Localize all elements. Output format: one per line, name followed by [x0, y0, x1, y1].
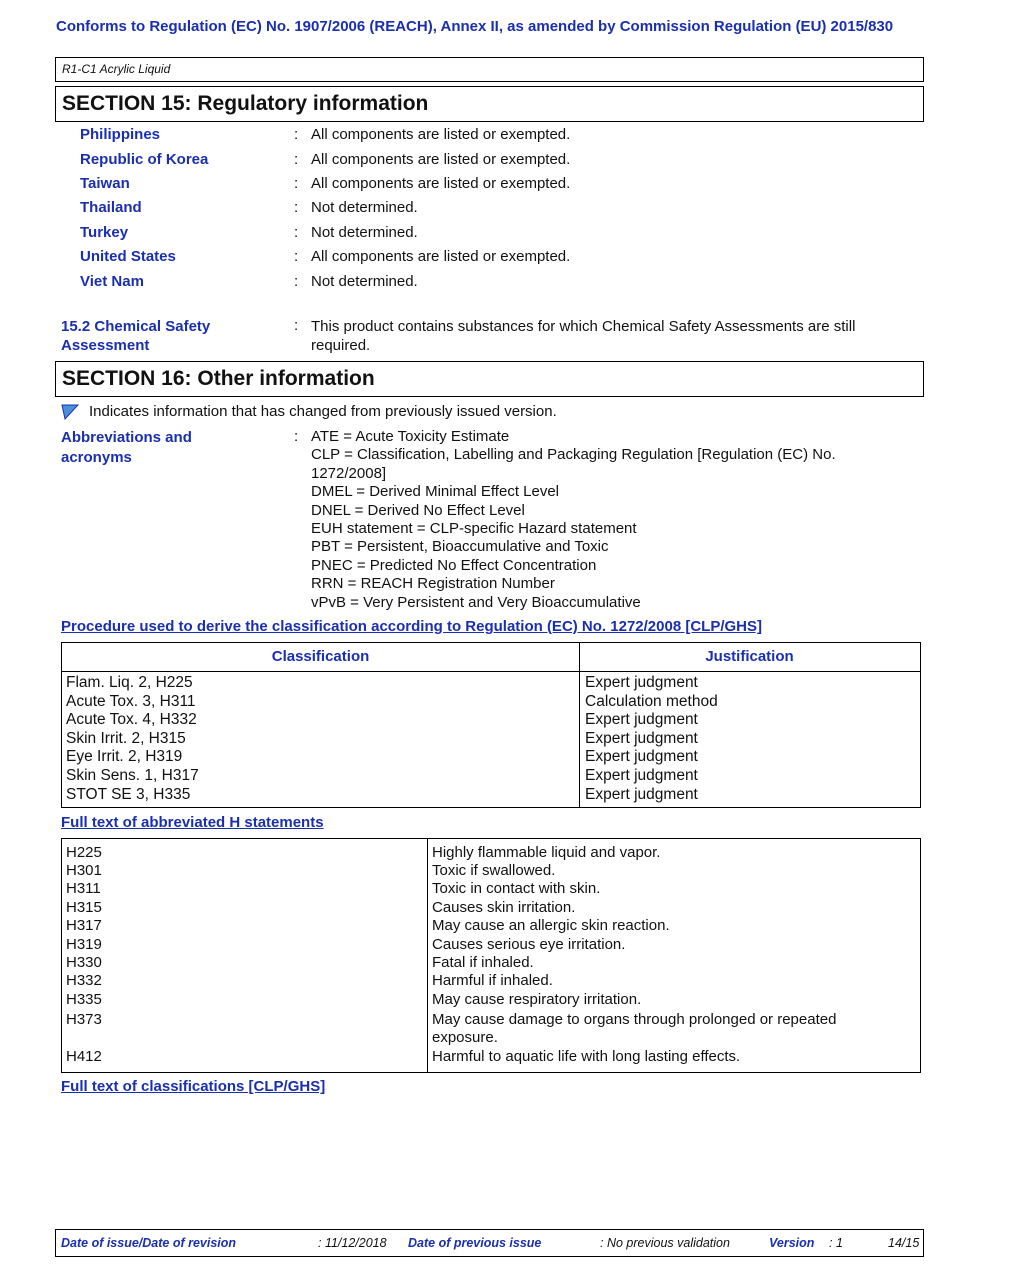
justification-cell: Expert judgment	[585, 748, 698, 766]
previous-issue-label: Date of previous issue	[408, 1236, 542, 1250]
classification-cell: Skin Sens. 1, H317	[66, 766, 199, 784]
justification-cell: Expert judgment	[585, 674, 698, 691]
h-text: Toxic if swallowed.	[432, 862, 556, 879]
colon: :	[294, 175, 299, 192]
h-statements-table	[61, 838, 921, 1073]
h-text: Harmful if inhaled.	[432, 972, 553, 989]
inventory-country: Turkey	[80, 224, 129, 241]
justification-cell: Calculation method	[585, 692, 718, 710]
inventory-country: Taiwan	[80, 175, 130, 192]
classification-table	[61, 642, 921, 808]
inventory-status: All components are listed or exempted.	[311, 175, 571, 192]
classification-cell: Skin Irrit. 2, H315	[66, 729, 186, 747]
previous-issue-value: : No previous validation	[600, 1236, 730, 1250]
abbreviation-item: DMEL = Derived Minimal Effect Level	[311, 483, 560, 501]
inventory-country: Viet Nam	[80, 273, 144, 290]
colon: :	[294, 199, 299, 216]
h-code: H317	[66, 917, 102, 934]
classifications-heading: Full text of classifications [CLP/GHS]	[61, 1078, 326, 1095]
change-note-text: Indicates information that has changed from previously issued version.	[89, 403, 557, 420]
h-text: Causes skin irritation.	[432, 899, 576, 916]
colon: :	[294, 317, 299, 334]
h-code: H315	[66, 899, 102, 916]
h-text: Fatal if inhaled.	[432, 954, 534, 971]
colon: :	[294, 151, 299, 168]
procedure-heading: Procedure used to derive the classification according to Regulation (EC) No. 1272/2008 [CLP/GHS]	[61, 618, 763, 635]
abbreviation-item: PBT = Persistent, Bioaccumulative and Toxic	[311, 538, 609, 556]
colon: :	[294, 224, 299, 241]
section-16-header	[55, 361, 924, 397]
justification-cell: Expert judgment	[585, 711, 698, 729]
h-text: Highly flammable liquid and vapor.	[432, 844, 661, 861]
inventory-status: Not determined.	[311, 224, 418, 241]
inventory-status: Not determined.	[311, 199, 418, 216]
issue-date-label: Date of issue/Date of revision	[61, 1236, 237, 1250]
csa-label: 15.2 Chemical Safety Assessment	[61, 318, 211, 354]
h-code: H319	[66, 936, 102, 953]
abbreviation-item: vPvB = Very Persistent and Very Bioaccumulative	[311, 593, 641, 611]
classification-header: Classification	[62, 643, 579, 672]
h-code: H412	[66, 1048, 102, 1065]
inventory-status: All components are listed or exempted.	[311, 151, 571, 168]
h-text: Causes serious eye irritation.	[432, 936, 626, 953]
justification-cell: Expert judgment	[585, 785, 698, 803]
classification-cell: Acute Tox. 4, H332	[66, 711, 197, 729]
inventory-country: Philippines	[80, 126, 161, 143]
colon: :	[294, 126, 299, 143]
justification-header: Justification	[579, 643, 920, 672]
justification-column	[585, 674, 718, 804]
abbreviation-item: CLP = Classification, Labelling and Packaging Regulation [Regulation (EC) No. 1272/2008]	[311, 446, 836, 482]
h-text: May cause an allergic skin reaction.	[432, 917, 670, 934]
classification-cell: Eye Irrit. 2, H319	[66, 748, 183, 766]
h-code: H332	[66, 972, 102, 989]
inventory-country: United States	[80, 248, 176, 265]
h-text: May cause respiratory irritation.	[432, 991, 642, 1008]
classification-column	[66, 674, 199, 804]
column-divider	[427, 839, 428, 1072]
abbreviations-label: Abbreviations and acronyms	[61, 429, 192, 466]
h-code: H301	[66, 862, 102, 879]
abbreviations-list	[311, 428, 901, 612]
inventory-status: All components are listed or exempted.	[311, 126, 571, 143]
h-statements-heading: Full text of abbreviated H statements	[61, 814, 324, 831]
page-number: 14/15	[888, 1236, 920, 1250]
column-divider	[579, 643, 580, 807]
classification-cell: Flam. Liq. 2, H225	[66, 674, 193, 691]
h-text: Harmful to aquatic life with long lasting effects.	[432, 1048, 741, 1065]
h-code: H330	[66, 954, 102, 971]
inventory-status: All components are listed or exempted.	[311, 248, 571, 265]
change-marker-icon	[61, 404, 79, 420]
csa-value: This product contains substances for which Chemical Safety Assessments are still required.	[311, 318, 856, 354]
section-15-header	[55, 86, 924, 122]
colon: :	[294, 248, 299, 265]
abbreviation-item: PNEC = Predicted No Effect Concentration	[311, 556, 597, 574]
issue-date-value: : 11/12/2018	[318, 1236, 387, 1250]
h-code: H311	[66, 880, 101, 897]
colon: :	[294, 273, 299, 290]
abbreviation-item: ATE = Acute Toxicity Estimate	[311, 428, 510, 445]
justification-cell: Expert judgment	[585, 729, 698, 747]
abbreviation-item: RRN = REACH Registration Number	[311, 575, 555, 593]
section-15-title: SECTION 15: Regulatory information	[62, 92, 429, 115]
page-footer	[55, 1229, 924, 1257]
h-code: H373	[66, 1011, 102, 1028]
h-code: H335	[66, 991, 102, 1008]
inventory-country: Thailand	[80, 199, 142, 216]
product-name: R1-C1 Acrylic Liquid	[62, 62, 171, 76]
version-value: : 1	[829, 1236, 843, 1250]
section-16-title: SECTION 16: Other information	[62, 367, 375, 390]
colon: :	[294, 428, 299, 445]
h-text: Toxic in contact with skin.	[432, 880, 601, 897]
abbreviation-item: EUH statement = CLP-specific Hazard statement	[311, 520, 637, 538]
classification-cell: STOT SE 3, H335	[66, 785, 191, 803]
h-text: May cause damage to organs through prolonged or repeated exposure.	[432, 1011, 837, 1046]
classification-cell: Acute Tox. 3, H311	[66, 692, 196, 710]
regulation-header: Conforms to Regulation (EC) No. 1907/2006 (REACH), Annex II, as amended by Commission Regulation (EU) 2015/830	[56, 18, 894, 35]
justification-cell: Expert judgment	[585, 766, 698, 784]
inventory-country: Republic of Korea	[80, 151, 209, 168]
h-code: H225	[66, 844, 102, 861]
product-name-box	[55, 57, 924, 82]
inventory-status: Not determined.	[311, 273, 418, 290]
abbreviation-item: DNEL = Derived No Effect Level	[311, 501, 525, 519]
version-label: Version	[769, 1236, 815, 1250]
